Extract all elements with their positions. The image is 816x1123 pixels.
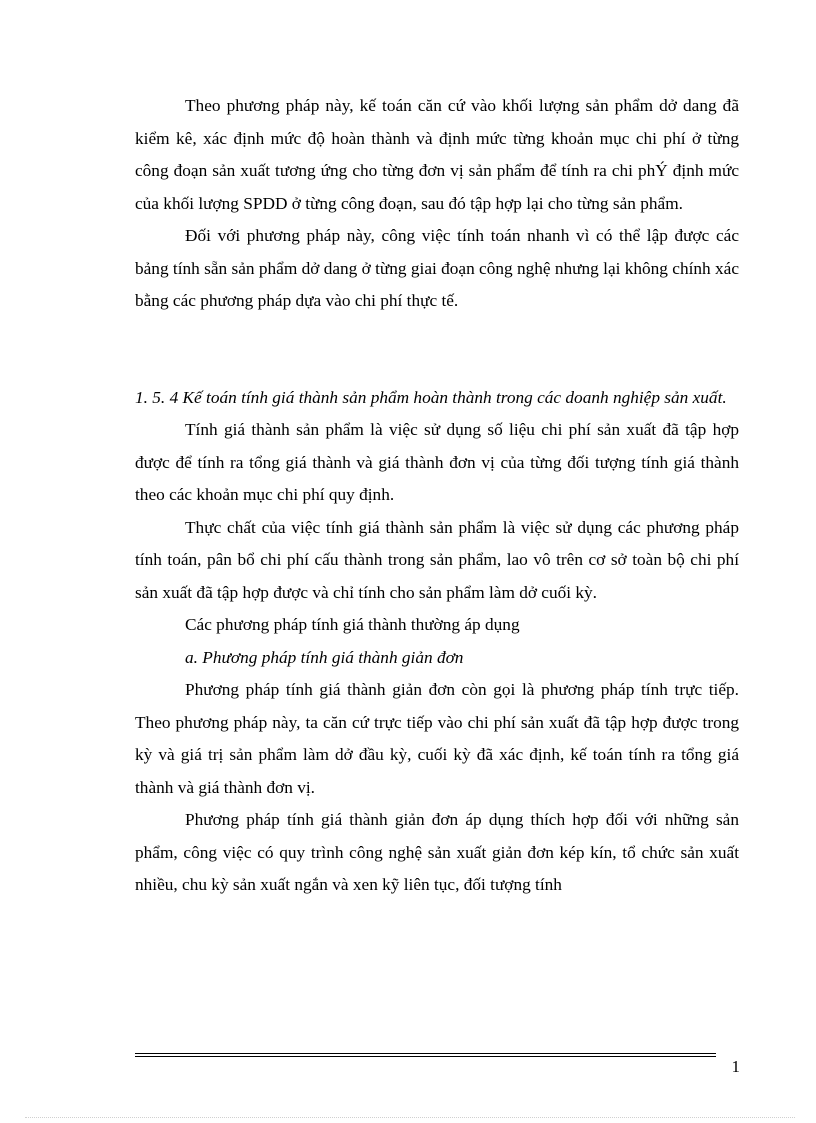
footer-rule-top [135, 1053, 716, 1054]
subheading-a: a. Phương pháp tính giá thành giản đơn [185, 647, 464, 667]
page-edge-divider [25, 1117, 795, 1118]
page-number: 1 [731, 1057, 740, 1076]
page-body [135, 90, 739, 902]
paragraph-5: Các phương pháp tính giá thành thường áp dụng [185, 615, 520, 634]
footer-rule-bottom [135, 1056, 716, 1057]
paragraph-3: Tính giá thành sản phẩm là việc sử dụng số liệu chi phí sản xuất đã tập hợp được để tính ra tổng giá thành và giá thành đơn vị của từng đối tượng tính giá thành theo các khoản mục chi phí quy định. [135, 420, 739, 504]
paragraph-7: Phương pháp tính giá thành giản đơn áp dụng thích hợp đối với những sản phẩm, công việc có quy trình công nghệ sản xuất giản đơn kép kín, tổ chức sản xuất nhiều, chu kỳ sản xuất ngắn và xen kỹ liên tục, đối tượng tính [135, 810, 739, 894]
paragraph-4: Thực chất của việc tính giá thành sản phẩm là việc sử dụng các phương pháp tính toán, pân bổ chi phí cấu thành trong sản phẩm, lao vô trên cơ sở toàn bộ chi phí sản xuất đã tập hợp được và chỉ tính cho sản phẩm làm dở cuối kỳ. [135, 517, 739, 602]
paragraph-1: Theo phương pháp này, kế toán căn cứ vào khối lượng sản phẩm dở dang đã kiểm kê, xác định mức độ hoàn thành và định mức từng khoản mục chi phí ở từng công đoạn sản xuất tương ứng cho từng đơn vị sản phẩm để tính ra chi phÝ định mức của khối lượng SPDD ở từng công đoạn, sau đó tập hợp lại cho từng sản phẩm. [135, 96, 739, 213]
paragraph-6: Phương pháp tính giá thành giản đơn còn gọi là phương pháp tính trực tiếp. Theo phương pháp này, ta căn cứ trực tiếp vào chi phí sản xuất đã tập hợp được trong kỳ và giá trị sản phẩm làm dở đầu kỳ, cuối kỳ đã xác định, kế toán tính ra tổng giá thành và giá thành đơn vị. [135, 680, 739, 797]
section-heading: 1. 5. 4 Kế toán tính giá thành sản phẩm hoàn thành trong các doanh nghiệp sản xuất. [135, 387, 727, 407]
paragraph-2: Đối với phương pháp này, công việc tính toán nhanh vì có thể lập được các bảng tính sẵn sản phẩm dở dang ở từng giai đoạn công nghệ nhưng lại không chính xác bằng các phương pháp dựa vào chi phí thực tế. [135, 226, 739, 310]
